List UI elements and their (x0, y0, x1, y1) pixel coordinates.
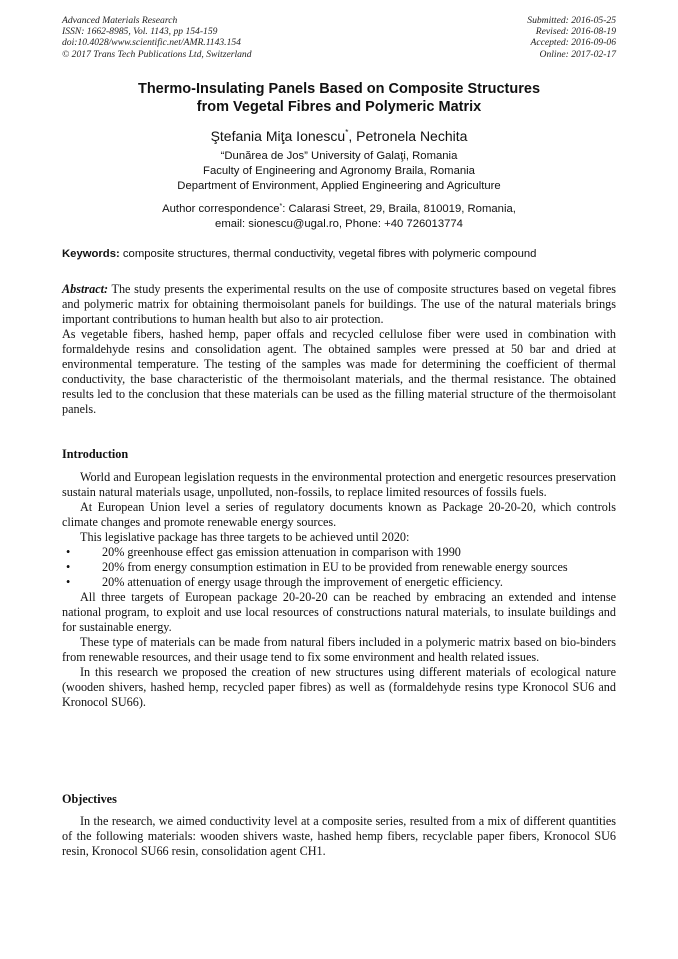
abstract-paragraph-1 (62, 282, 616, 327)
intro-paragraph-5: These type of materials can be made from natural fibers included in a polymeric matrix based on bio-binders from renewable resources, and their usage tend to fix some environment and health related issues. (62, 635, 616, 664)
revised-date: Revised: 2016-08-19 (535, 26, 616, 38)
paper-title (62, 80, 616, 116)
bullet-icon: • (66, 560, 71, 574)
intro-paragraph-2: At European Union level a series of regulatory documents known as Package 20-20-20, which controls climate changes and promote renewable energy sources. (62, 500, 616, 529)
keywords-label: Keywords: (62, 248, 120, 260)
copyright-line: © 2017 Trans Tech Publications Ltd, Switzerland (62, 48, 252, 60)
list-item (62, 575, 616, 590)
author-correspondence (62, 199, 616, 232)
abstract-paragraph-2: As vegetable fibers, hashed hemp, paper offals and recycled cellulose fiber were used in combination with formaldehyde resins and consolidation agent. The obtained samples were pressed at 50 bar and dried at environmental temperature. The testing of the samples was made for determining the coefficient of thermal conductivity, the base characteristic of the thermoisolant materials, and the thermal resistance. The obtained results led to the conclusion that these materials can be used as the filling material structure of the thermoisolant panels. (62, 327, 616, 416)
corresponding-mark: * (345, 128, 349, 137)
online-date: Online: 2017-02-17 (539, 48, 616, 60)
affiliation-department: Department of Environment, Applied Engineering and Agriculture (177, 180, 501, 192)
title-line-2: from Vegetal Fibres and Polymeric Matrix (196, 99, 482, 115)
affiliation-faculty: Faculty of Engineering and Agronomy Braila, Romania (203, 165, 475, 177)
correspondence-label: Author correspondence (162, 203, 280, 215)
correspondence-contact: email: sionescu@ugal.ro, Phone: +40 726013774 (215, 218, 463, 230)
bullet-icon: • (66, 545, 71, 559)
targets-list (62, 545, 616, 590)
title-line-1: Thermo-Insulating Panels Based on Composite Structures (137, 81, 541, 97)
accepted-date: Accepted: 2016-09-06 (530, 37, 616, 49)
introduction-heading: Introduction (62, 447, 129, 461)
introduction-section (62, 470, 616, 710)
author-2: Petronela Nechita (356, 128, 468, 144)
objectives-section (62, 814, 616, 859)
abstract (62, 282, 616, 417)
journal-name: Advanced Materials Research (62, 15, 178, 26)
correspondence-address: : Calarasi Street, 29, Braila, 810019, Romania, (282, 203, 516, 215)
intro-paragraph-1: World and European legislation requests in the environmental protection and energetic resources preservation sustain natural materials usage, unpolluted, non-fossils, to replace limited resources of fossils fuels. (62, 470, 616, 499)
affiliation-university: “Dunărea de Jos” University of Galaţi, Romania (220, 150, 458, 162)
correspondence-line-1 (62, 199, 616, 217)
affiliation (62, 149, 616, 194)
target-text-1: 20% greenhouse effect gas emission attenuation in comparison with 1990 (102, 545, 461, 559)
journal-info (62, 15, 252, 60)
objectives-paragraph-1: In the research, we aimed conductivity level at a composite series, resulted from a mix of different quantities of the following materials: wooden shivers waste, hashed hemp fibers, recyclable paper fibers, Kronocol SU6 resin, Kronocol SU66 resin, consolidation agent CH1. (62, 814, 616, 858)
correspondence-mark: * (279, 203, 283, 210)
intro-paragraph-6: In this research we proposed the creation of new structures using different materials of ecological nature (wooden shivers, hashed hemp, recycled paper fibres) as well as (formaldehyde resins type Kronocol SU6 and Kronocol SU66). (62, 665, 616, 709)
target-text-3: 20% attenuation of energy usage through the improvement of energetic efficiency. (102, 575, 503, 589)
list-item (62, 560, 616, 575)
journal-header (62, 15, 616, 60)
keywords (62, 247, 616, 262)
intro-paragraph-3: This legislative package has three targets to be achieved until 2020: (80, 530, 410, 544)
publication-dates (527, 15, 616, 60)
author-list (62, 124, 616, 145)
abstract-text-1: The study presents the experimental results on the use of composite structures based on vegetal fibres and polymeric matrix for obtaining thermoisolant panels for buildings. The use of the natural materials brings important contributions to human health but also to air protection. (62, 282, 616, 326)
issn-line: ISSN: 1662-8985, Vol. 1143, pp 154-159 (62, 26, 218, 38)
objectives-heading: Objectives (62, 792, 117, 806)
intro-paragraph-4: All three targets of European package 20-20-20 can be reached by embracing an extended and intense national program, to exploit and use local resources of constructions natural materials, to insulate buildings and for sustainable energy. (62, 590, 616, 634)
abstract-label: Abstract: (62, 282, 109, 296)
author-separator: , (348, 128, 357, 144)
list-item (62, 545, 616, 560)
submitted-date: Submitted: 2016-05-25 (527, 15, 616, 26)
doi-line: doi:10.4028/www.scientific.net/AMR.1143.154 (62, 37, 241, 49)
author-1: Ştefania Miţa Ionescu (210, 128, 346, 144)
keywords-text: composite structures, thermal conductivity, vegetal fibres with polymeric compound (119, 248, 537, 260)
target-text-2: 20% from energy consumption estimation in EU to be provided from renewable energy sources (102, 560, 568, 574)
bullet-icon: • (66, 575, 71, 589)
